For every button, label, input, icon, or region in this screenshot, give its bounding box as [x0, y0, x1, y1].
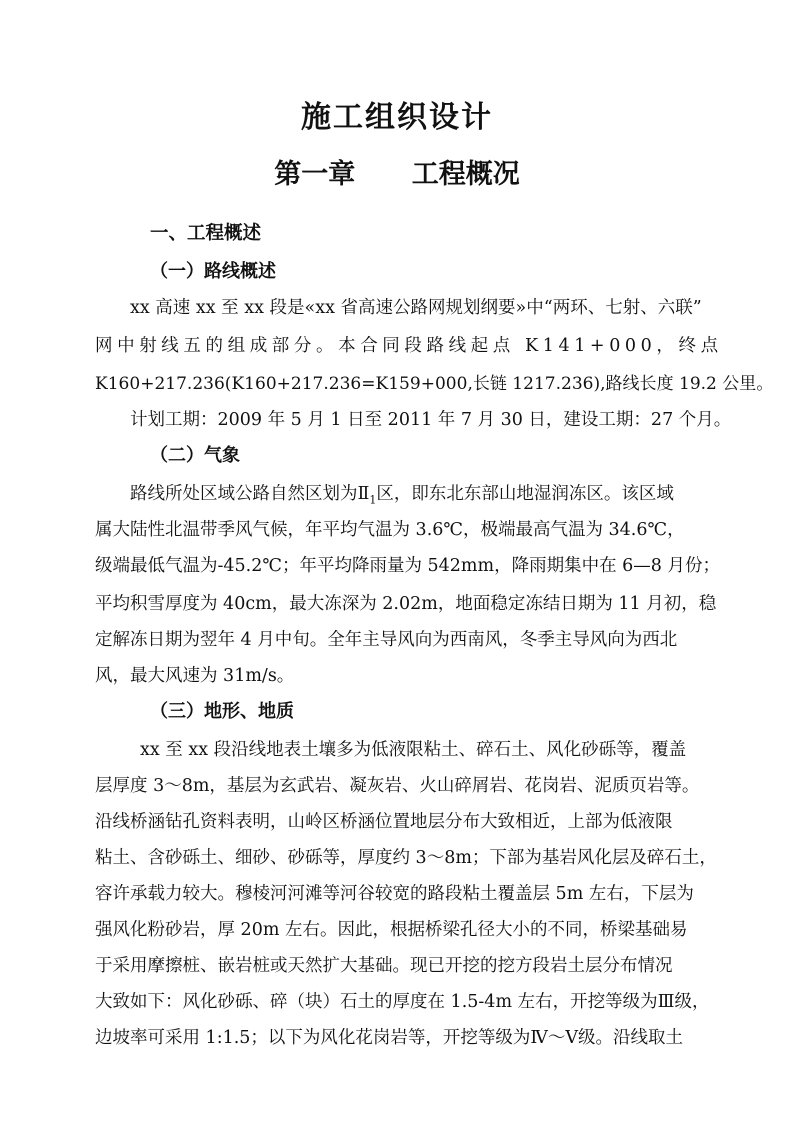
chapter-title: 第一章 工程概况: [274, 159, 520, 190]
climate-zone-text-tail: 区，即东北东部山地湿润冻区。该区域: [376, 484, 674, 504]
paragraph-line: 定解冻日期为翌年 4 月中旬。全年主导风向为西南风，冬季主导风向为西北: [95, 630, 678, 650]
paragraph-line: 粘土、含砂砾土、细砂、砂砾等，厚度约 3～8m；下部为基岩风化层及碎石土，: [95, 848, 717, 868]
paragraph-line: 沿线桥涵钻孔资料表明，山岭区桥涵位置地层分布大致相近，上部为低液限: [95, 812, 673, 832]
paragraph-line: K160+217.236(K160+217.236=K159+000,长链 1217.236),路线长度 19.2 公里。: [95, 374, 774, 394]
paragraph-line: 边坡率可采用 1:1.5；以下为风化花岗岩等，开挖等级为Ⅳ～Ⅴ级。沿线取土: [95, 1028, 684, 1048]
paragraph-line: 强风化粉砂岩，厚 20m 左右。因此，根据桥梁孔径大小的不同，桥梁基础易: [95, 920, 688, 940]
climate-zone-text: 路线所处区域公路自然区划为Ⅱ: [130, 484, 370, 504]
paragraph-line: 层厚度 3～8m，基层为玄武岩、凝灰岩、火山碎屑岩、花岗岩、泥质页岩等。: [95, 776, 700, 796]
subsection-heading-terrain: （三）地形、地质: [150, 701, 294, 722]
paragraph-line: 容许承载力较大。穆棱河河滩等河谷较宽的路段粘土覆盖层 5m 左右，下层为: [95, 884, 694, 904]
paragraph-line: [130, 482, 674, 513]
section-heading: 一、工程概述: [150, 223, 262, 244]
subsection-heading-weather: （二）气象: [150, 445, 240, 466]
climate-zone-subscript: 1: [369, 493, 377, 507]
paragraph-line: 网中射线五的组成部分。本合同段路线起点 K141+000，终点: [95, 336, 723, 356]
paragraph-line: 风，最大风速为 31m/s。: [95, 666, 295, 686]
paragraph-line: 计划工期：2009 年 5 月 1 日至 2011 年 7 月 30 日，建设工期：27 个月。: [130, 410, 732, 430]
paragraph-line: xx 高速 xx 至 xx 段是«xx 省高速公路网规划纲要»中“两环、七射、六联”: [130, 298, 702, 318]
subsection-heading-route: （一）路线概述: [150, 261, 276, 282]
paragraph-line: 平均积雪厚度为 40cm，最大冻深为 2.02m，地面稳定冻结日期为 11 月初，稳: [95, 594, 717, 614]
document-title: 施工组织设计: [301, 100, 493, 135]
paragraph-line: 属大陆性北温带季风气候，年平均气温为 3.6℃，极端最高气温为 34.6℃，: [95, 520, 685, 540]
paragraph-line: 于采用摩擦桩、嵌岩桩或天然扩大基础。现已开挖的挖方段岩土层分布情况: [95, 956, 673, 976]
paragraph-line: xx 至 xx 段沿线地表土壤多为低液限粘土、碎石土、风化砂砾等，覆盖: [140, 740, 687, 760]
paragraph-line: 大致如下：风化砂砾、碎（块）石土的厚度在 1.5-4m 左右，开挖等级为Ⅲ级，: [95, 992, 710, 1012]
paragraph-line: 级端最低气温为-45.2℃；年平均降雨量为 542mm，降雨期集中在 6—8 月份；: [95, 556, 720, 576]
